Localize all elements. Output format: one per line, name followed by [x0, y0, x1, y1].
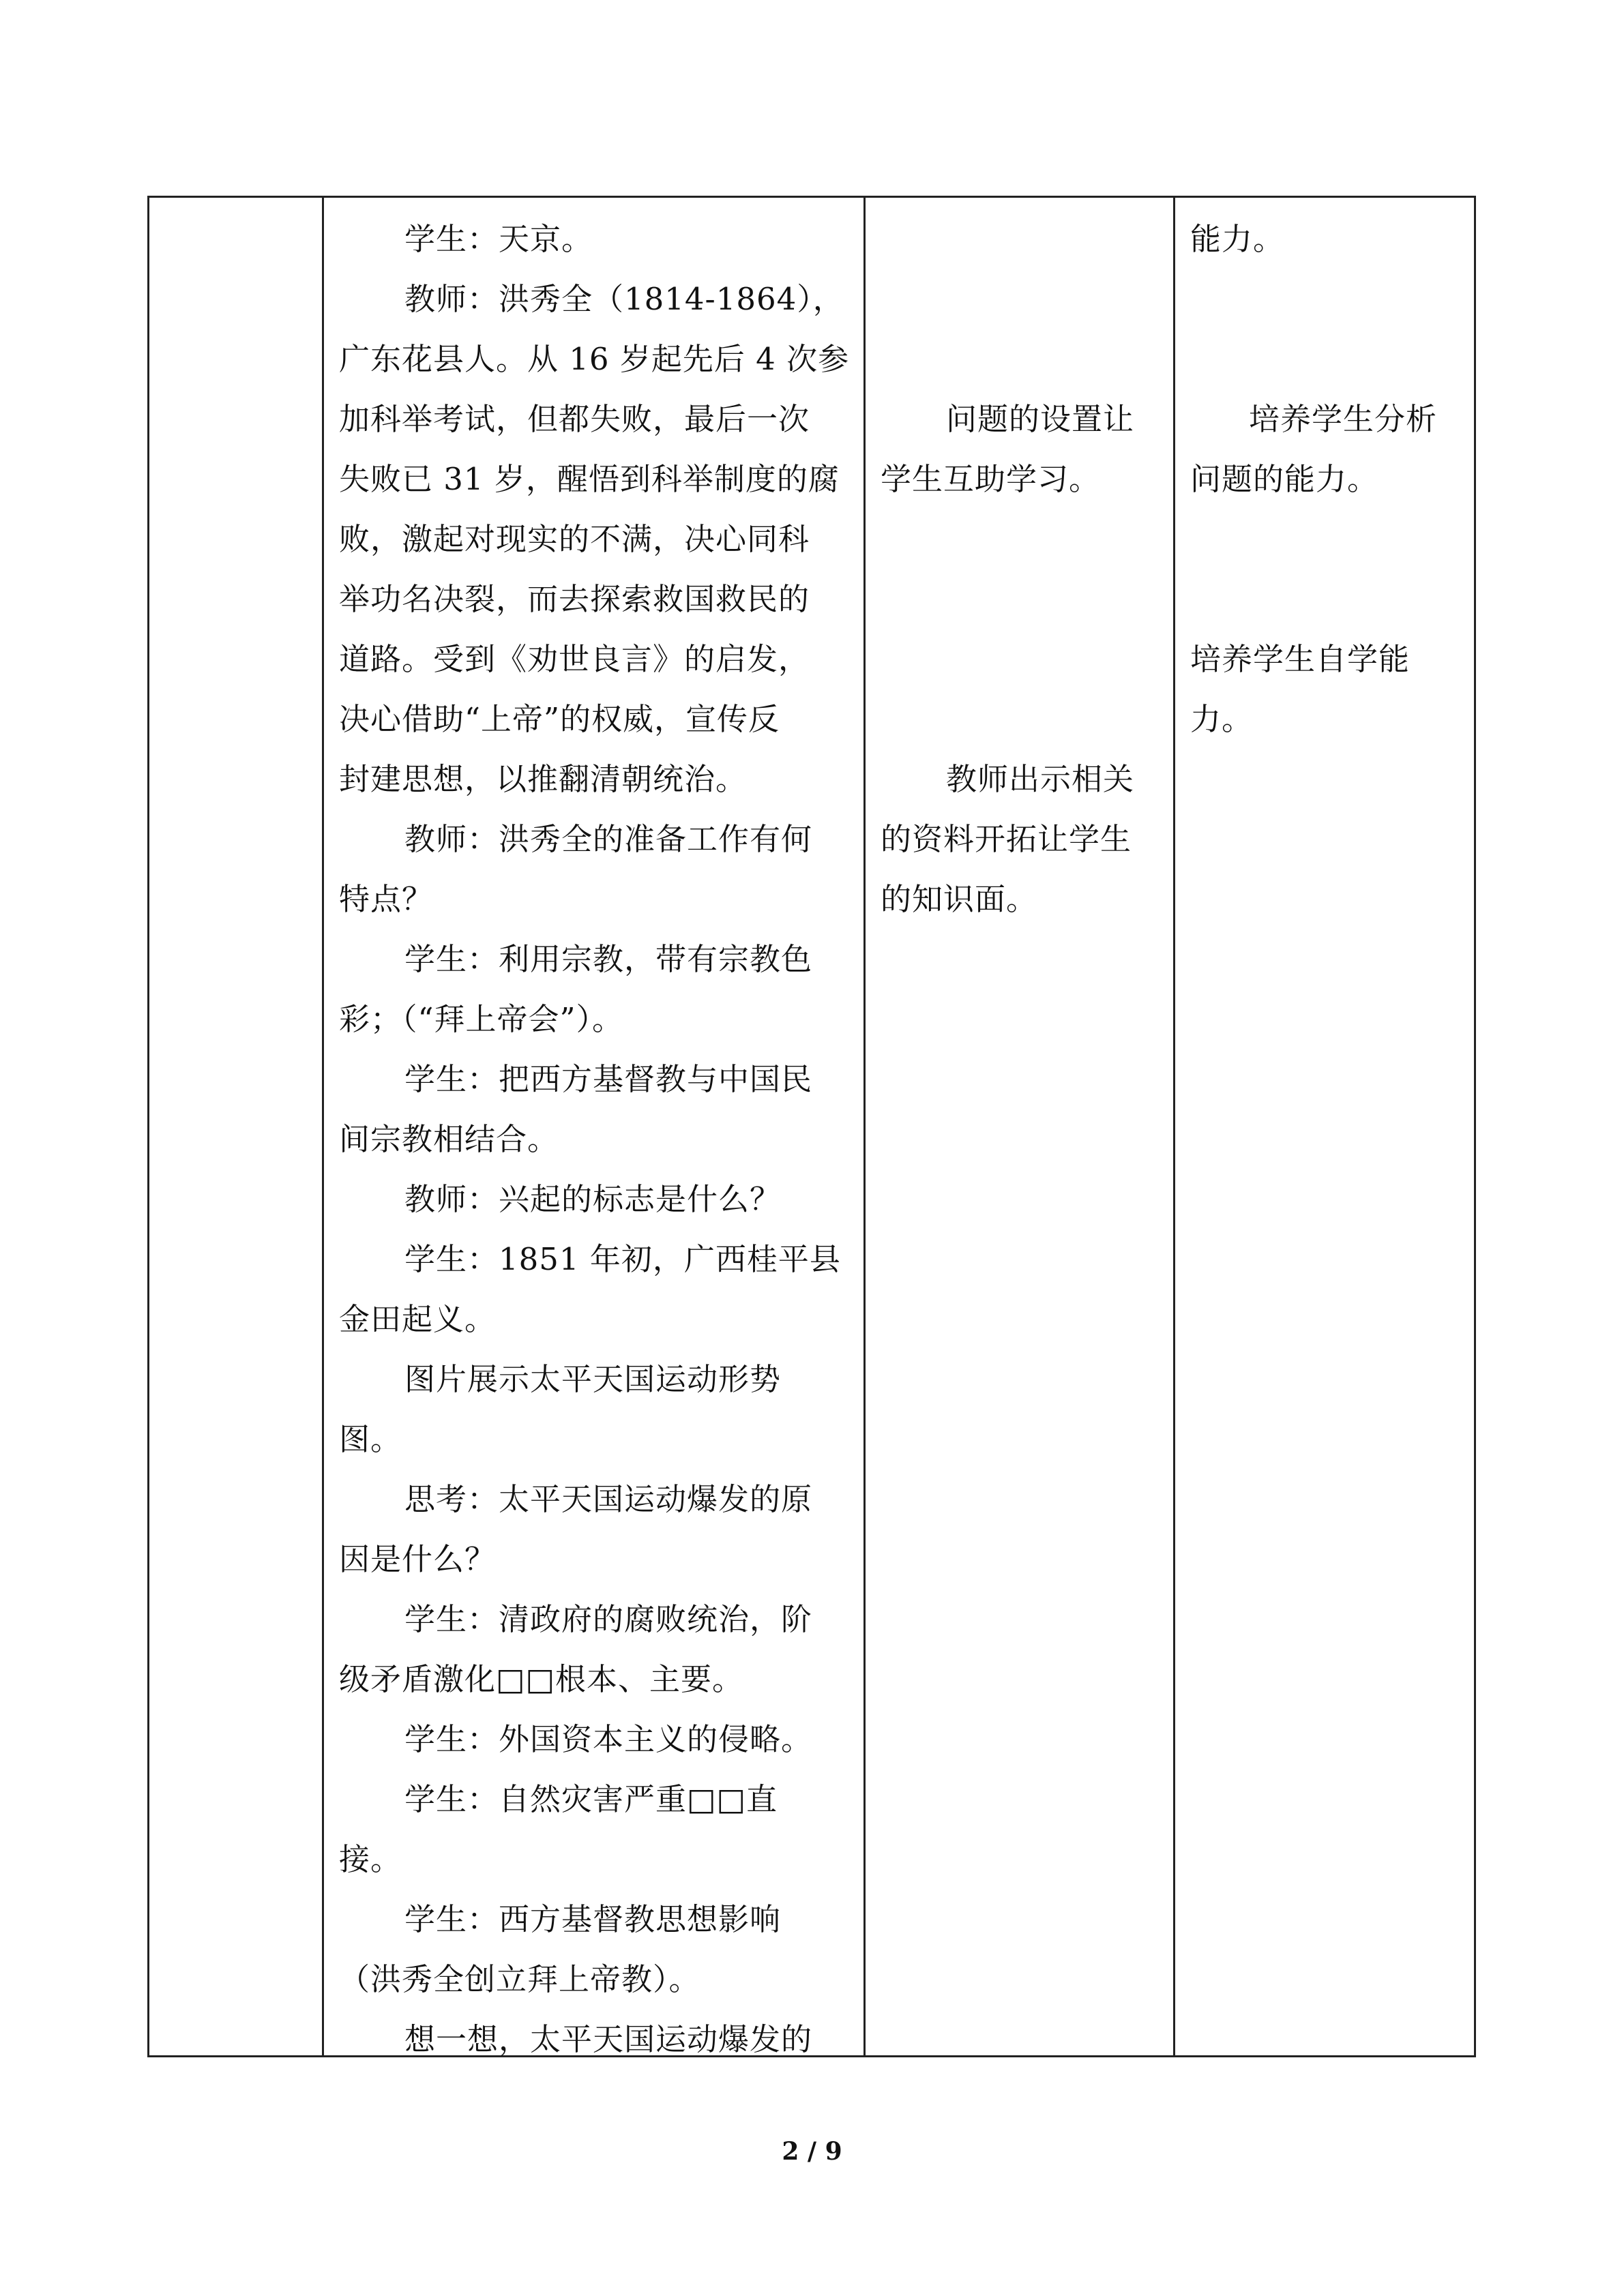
text-line: 学生：1851 年初，广西桂平县	[404, 1241, 841, 1277]
text-line: 彩；（“拜上帝会”）。	[339, 1001, 624, 1037]
column-design-intent	[866, 198, 1175, 2055]
text-line: 加科举考试，但都失败，最后一次	[339, 401, 810, 437]
text-line: 学生：把西方基督教与中国民	[404, 1061, 813, 1097]
text-line: 举功名决裂，而去探索救国救民的	[339, 581, 810, 617]
text-line: 培养学生自学能	[1190, 641, 1411, 677]
text-line: 学生：清政府的腐败统治，阶	[404, 1601, 813, 1637]
text-line: 的知识面。	[881, 881, 1038, 917]
text-line: 间宗教相结合。	[339, 1121, 559, 1157]
text-line: 接。	[339, 1841, 402, 1877]
text-line: （洪秀全创立拜上帝教）。	[339, 1961, 700, 1997]
text-line: 封建思想，以推翻清朝统治。	[339, 761, 748, 797]
text-line: 教师：兴起的标志是什么？	[404, 1181, 782, 1217]
text-line: 学生：自然灾害严重□□直	[404, 1781, 778, 1817]
text-line: 教师：洪秀全的准备工作有何	[404, 821, 813, 857]
text-line: 广东花县人。从 16 岁起先后 4 次参	[339, 341, 850, 377]
text-line: 问题的设置让	[946, 401, 1135, 437]
text-line: 培养学生分析	[1249, 401, 1438, 437]
text-line: 能力。	[1190, 221, 1285, 257]
text-line: 教师：洪秀全（1814-1864），	[404, 281, 844, 317]
text-line: 决心借助“上帝”的权威，宣传反	[339, 701, 780, 737]
text-line: 学生：天京。	[404, 221, 593, 257]
text-line: 失败已 31 岁，醒悟到科举制度的腐	[339, 461, 840, 497]
column-goals	[1175, 198, 1478, 2055]
text-line: 学生：西方基督教思想影响	[404, 1901, 782, 1937]
text-line: 问题的能力。	[1190, 461, 1379, 497]
text-line: 学生：外国资本主义的侵略。	[404, 1721, 813, 1757]
text-line: 力。	[1190, 701, 1254, 737]
text-line: 特点？	[339, 881, 434, 917]
lesson-plan-table	[147, 196, 1476, 2057]
text-line: 的资料开拓让学生	[881, 821, 1132, 857]
column-section	[149, 198, 324, 2055]
text-line: 学生互助学习。	[881, 461, 1101, 497]
page-number: 2 / 9	[782, 2137, 842, 2166]
text-line: 教师出示相关	[946, 761, 1135, 797]
text-line: 级矛盾激化□□根本、主要。	[339, 1661, 744, 1697]
text-line: 学生：利用宗教，带有宗教色	[404, 941, 813, 977]
column-teaching-process	[324, 198, 866, 2055]
text-line: 因是什么？	[339, 1541, 497, 1577]
text-line: 图片展示太平天国运动形势	[404, 1361, 782, 1397]
text-line: 思考：太平天国运动爆发的原	[404, 1481, 813, 1517]
text-line: 败，激起对现实的不满，决心同科	[339, 521, 810, 557]
text-line: 金田起义。	[339, 1301, 497, 1337]
text-line: 图。	[339, 1421, 402, 1457]
text-line: 想一想，太平天国运动爆发的	[404, 2021, 813, 2057]
text-line: 道路。受到《劝世良言》的启发，	[339, 641, 810, 677]
